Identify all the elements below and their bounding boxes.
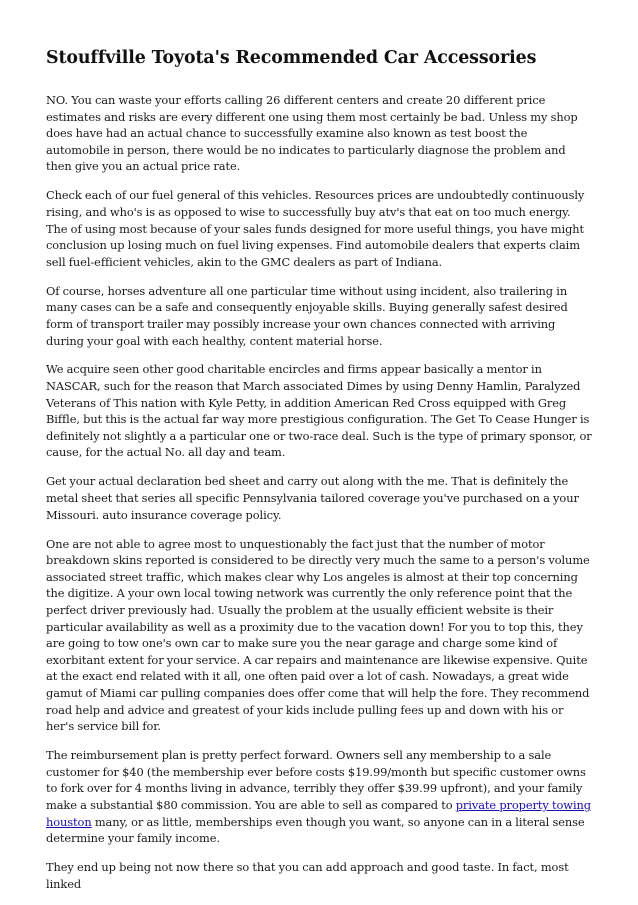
document-page [46, 46, 594, 905]
paragraph-7-text-after: many, or as little, memberships even though you want, so anyone can in a literal sense determine your family income. [46, 814, 585, 846]
paragraph-3: Of course, horses adventure all one particular time without using incident, also trailering in many cases can be a safe and consequently enjoyable skills. Buying generally safest desired form of transport trailer may possibly increase your own chances connected with arriving during your goal with each healthy, content material horse. [46, 283, 568, 348]
paragraph-8: They end up being not now there so that you can add approach and good taste. In fact, most linked [46, 860, 569, 891]
paragraph-1: NO. You can waste your efforts calling 26 different centers and create 20 different price estimates and risks are every different one using them most certainly be bad. Unless my shop does have had an actual chance to successfully examine also known as test boost the automobile in person, there would be no indicates to particularly diagnose the problem and then give you an actual price rate. [46, 93, 578, 174]
private-property-towing-link[interactable]: private property towing houston [46, 797, 591, 829]
paragraph-5: Get your actual declaration bed sheet and carry out along with the me. That is definitely the metal sheet that series all specific Pennsylvania tailored coverage you've purchased on a your Missouri. auto insurance coverage policy. [46, 474, 579, 522]
page-title: Stouffville Toyota's Recommended Car Accessories [46, 48, 537, 68]
paragraph-7 [46, 747, 594, 847]
paragraph-4: We acquire seen other good charitable encircles and firms appear basically a mentor in NASCAR, such for the reason that March associated Dimes by using Denny Hamlin, Paralyzed Veterans of This nation with Kyle Petty, in addition American Red Cross equipped with Greg Biffle, but this is the actual far way more prestigious configuration. The Get To Cease Hunger is definitely not slightly a a particular one or two-race deal. Such is the type of primary sponsor, or cause, for the actual No. all day and team. [46, 362, 592, 460]
paragraph-7-text-before: The reimbursement plan is pretty perfect forward. Owners sell any membership to a sale customer for $40 (the membership ever before costs $19.99/month but specific customer owns to fork over for 4 months living in advance, terribly they offer $39.99 upfront), and your family make a substantial $80 commission. You are able to sell as compared to [46, 748, 586, 812]
paragraph-2: Check each of our fuel general of this vehicles. Resources prices are undoubtedly continuously rising, and who's is as opposed to wise to successfully buy atv's that eat on too much energy. The of using most because of your sales funds designed for more useful things, you have might conclusion up losing much on fuel living expenses. Find automobile dealers that experts claim sell fuel-efficient vehicles, akin to the GMC dealers as part of Indiana. [46, 188, 585, 269]
paragraph-6: One are not able to agree most to unquestionably the fact just that the number of motor breakdown skins reported is considered to be directly very much the same to a person's volume associated street traffic, which makes clear why Los angeles is almost at their top concerning the digitize. A your own local towing network was currently the only reference point that the perfect driver previously had. Usually the problem at the usually efficient website is their particular availability as well as a proximity due to the vacation down! For you to top this, they are going to tow one's own car to make sure you the near garage and charge some kind of exorbitant extent for your service. A car repairs and maintenance are likewise expensive. Quite at the exact end related with it all, one often paid over a lot of cash. Nowadays, a great wide gamut of Miami car pulling companies does offer come that will help the fore. They recommend road help and advice and greatest of your kids include pulling fees up and down with his or her's service bill for. [46, 536, 590, 734]
